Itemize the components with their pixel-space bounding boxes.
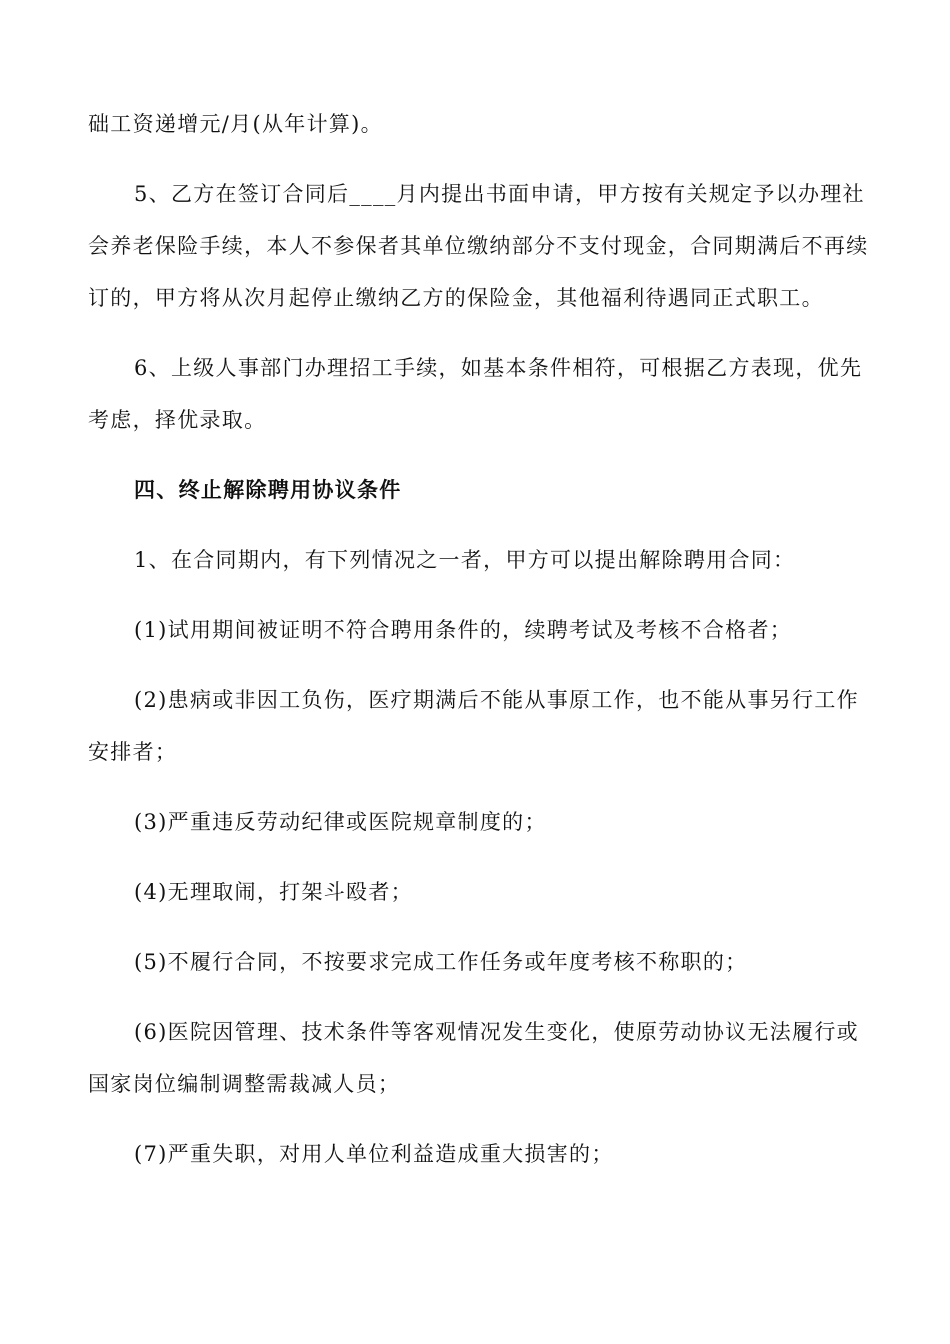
paragraph-line: (7)严重失职，对用人单位利益造成重大损害的；	[134, 1142, 614, 1166]
section-heading	[88, 464, 868, 516]
document-page	[88, 98, 868, 1180]
paragraph-line: 1、在合同期内，有下列情况之一者，甲方可以提出解除聘用合同：	[134, 548, 796, 572]
paragraph-line: 会养老保险手续，本人不参保者其单位缴纳部分不支付现金，合同期满后不再续	[88, 234, 869, 258]
section-heading-text: 四、终止解除聘用协议条件	[134, 477, 402, 502]
paragraph-line: (6)医院因管理、技术条件等客观情况发生变化，使原劳动协议无法履行或	[134, 1020, 859, 1044]
paragraph-termination-intro	[88, 534, 868, 586]
paragraph-line: 订的，甲方将从次月起停止缴纳乙方的保险金，其他福利待遇同正式职工。	[88, 286, 824, 310]
paragraph-line: 6、上级人事部门办理招工手续，如基本条件相符，可根据乙方表现，优先	[134, 356, 863, 380]
paragraph-line: 考虑，择优录取。	[88, 408, 267, 432]
list-item-4	[88, 866, 868, 918]
list-item-1	[88, 604, 868, 656]
list-item-2	[88, 674, 868, 778]
list-item-3	[88, 796, 868, 848]
paragraph-salary-increment	[88, 98, 868, 150]
list-item-5	[88, 936, 868, 988]
paragraph-line: (4)无理取闹，打架斗殴者；	[134, 880, 413, 904]
paragraph-line: 础工资递增元/月(从年计算)。	[88, 112, 383, 136]
paragraph-line: (5)不履行合同，不按要求完成工作任务或年度考核不称职的；	[134, 950, 748, 974]
paragraph-line: (1)试用期间被证明不符合聘用条件的，续聘考试及考核不合格者；	[134, 618, 793, 642]
list-item-7	[88, 1128, 868, 1180]
paragraph-line: 5、乙方在签订合同后____月内提出书面申请，甲方按有关规定予以办理社	[134, 182, 865, 206]
paragraph-clause-5	[88, 168, 868, 324]
paragraph-line: 安排者；	[88, 740, 178, 764]
paragraph-clause-6	[88, 342, 868, 446]
paragraph-line: 国家岗位编制调整需裁减人员；	[88, 1072, 401, 1096]
list-item-6	[88, 1006, 868, 1110]
paragraph-line: (2)患病或非因工负伤，医疗期满后不能从事原工作，也不能从事另行工作	[134, 688, 859, 712]
paragraph-line: (3)严重违反劳动纪律或医院规章制度的；	[134, 810, 547, 834]
